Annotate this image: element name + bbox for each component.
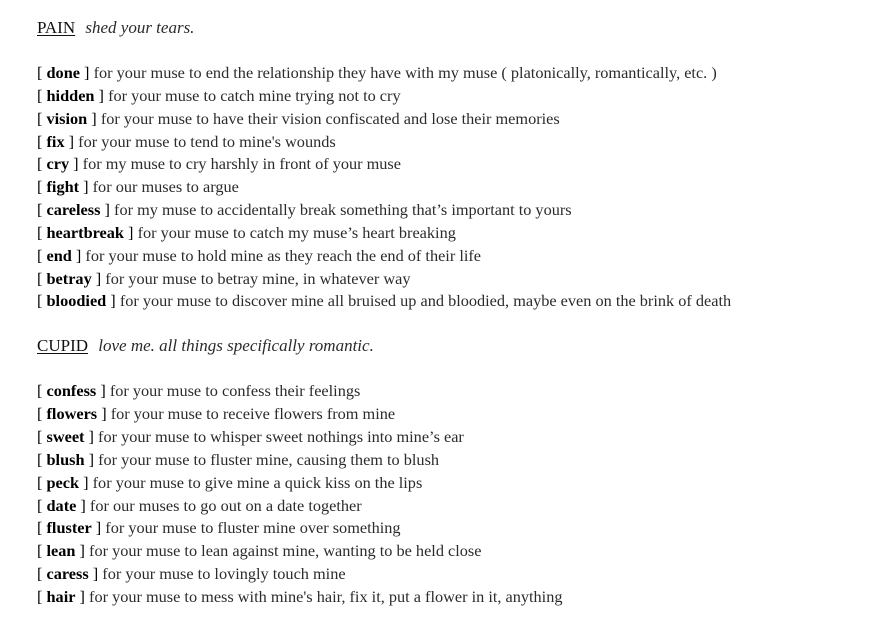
prompt-tag-word: lean (46, 541, 76, 561)
prompt-item (37, 517, 867, 540)
prompt-text: for your muse to hold mine as they reach the end of their life (85, 245, 482, 265)
prompt-tag: [ date ] (37, 495, 86, 515)
prompt-text: for your muse to confess their feelings (109, 381, 361, 401)
prompt-tag: [ careless ] (37, 200, 110, 220)
prompt-tag-word: hidden (46, 85, 95, 105)
prompt-list (37, 62, 867, 313)
prompt-text: for your muse to catch mine trying not to cry (108, 85, 401, 105)
prompt-text: for your muse to fluster mine over something (105, 518, 401, 538)
section-title: CUPID (37, 336, 89, 356)
prompt-text: for your muse to betray mine, in whatever way (105, 268, 411, 288)
prompt-item (37, 222, 867, 245)
prompt-tag-word: sweet (46, 426, 85, 446)
prompt-tag: [ flowers ] (37, 404, 107, 424)
prompt-tag-word: done (46, 63, 80, 82)
prompt-tag: [ heartbreak ] (37, 222, 134, 242)
prompt-tag: [ peck ] (37, 472, 89, 492)
prompt-tag-word: cry (46, 154, 70, 174)
prompt-tag: [ hair ] (37, 586, 85, 606)
prompt-item (37, 380, 867, 403)
prompt-tag-word: confess (46, 381, 97, 401)
prompt-item (37, 199, 867, 222)
prompt-item (37, 290, 867, 313)
prompt-text: for your muse to receive flowers from mine (110, 404, 396, 424)
spacer (37, 313, 867, 334)
prompt-tag-word: careless (46, 200, 101, 220)
spacer (37, 40, 867, 62)
prompt-tag: [ vision ] (37, 108, 97, 128)
prompt-tag-word: betray (46, 268, 92, 288)
prompt-text: for your muse to catch my muse’s heart breaking (137, 222, 456, 242)
prompt-tag-word: bloodied (46, 291, 107, 311)
prompt-item (37, 563, 867, 586)
prompt-tag: [ lean ] (37, 541, 85, 561)
section-heading (37, 334, 867, 358)
prompt-item (37, 85, 867, 108)
prompt-tag: [ fight ] (37, 177, 89, 197)
prompt-tag: [ sweet ] (37, 426, 94, 446)
prompt-text: for our muses to go out on a date together (89, 495, 362, 515)
prompt-item (37, 449, 867, 472)
prompt-tag: [ cry ] (37, 154, 79, 174)
prompt-item (37, 586, 867, 609)
prompt-text: for your muse to give mine a quick kiss on the lips (92, 472, 423, 492)
prompt-text: for your muse to whisper sweet nothings into mine’s ear (98, 426, 464, 446)
prompt-text: for your muse to discover mine all bruised up and bloodied, maybe even on the brink of death (119, 291, 732, 311)
prompt-list (37, 380, 867, 608)
prompt-text: for my muse to cry harshly in front of your muse (82, 154, 401, 174)
prompt-tag: [ confess ] (37, 381, 106, 401)
prompt-tag: [ done ] (37, 63, 90, 82)
prompt-text: for your muse to mess with mine's hair, fix it, put a flower in it, anything (89, 586, 563, 606)
prompt-tag-word: fix (46, 131, 65, 151)
prompt-text: for your muse to lean against mine, wanting to be held close (89, 541, 482, 561)
prompt-tag: [ betray ] (37, 268, 102, 288)
prompt-item (37, 245, 867, 268)
prompt-text: for your muse to tend to mine's wounds (78, 131, 336, 151)
prompt-tag-word: hair (46, 586, 76, 606)
prompt-tag-word: peck (46, 472, 80, 492)
prompt-text: for your muse to fluster mine, causing them to blush (98, 449, 440, 469)
section-subtitle: shed your tears. (85, 18, 195, 37)
prompt-tag-word: end (46, 245, 72, 265)
prompt-tag: [ fluster ] (37, 518, 102, 538)
prompt-item (37, 472, 867, 495)
prompt-tag-word: fight (46, 177, 80, 197)
prompt-tag-word: heartbreak (46, 222, 124, 242)
section-heading (37, 16, 867, 40)
prompt-item (37, 108, 867, 131)
spacer (37, 358, 867, 380)
prompt-text: for your muse to end the relationship they have with my muse ( platonically, romantically, etc. ) (93, 63, 717, 82)
prompt-tag: [ end ] (37, 245, 82, 265)
prompt-item (37, 268, 867, 291)
section-cupid (37, 334, 867, 608)
prompt-tag: [ bloodied ] (37, 291, 116, 311)
prompt-tag-word: caress (46, 564, 89, 584)
prompt-tag: [ fix ] (37, 131, 75, 151)
prompt-item (37, 176, 867, 199)
prompt-item (37, 540, 867, 563)
prompt-item (37, 62, 867, 85)
section-title: PAIN (37, 18, 76, 37)
prompt-tag-word: vision (46, 108, 88, 128)
prompt-item (37, 153, 867, 176)
prompt-tag-word: fluster (46, 518, 92, 538)
prompt-tag-word: date (46, 495, 77, 515)
prompt-tag: [ hidden ] (37, 85, 104, 105)
prompt-tag-word: flowers (46, 404, 98, 424)
prompt-item (37, 403, 867, 426)
prompt-text: for my muse to accidentally break something that’s important to yours (114, 200, 572, 220)
prompt-tag: [ blush ] (37, 449, 95, 469)
section-subtitle: love me. all things specifically romantic. (98, 336, 374, 356)
prompt-text: for our muses to argue (92, 177, 239, 197)
prompt-tag-word: blush (46, 449, 85, 469)
prompt-item (37, 426, 867, 449)
prompt-text: for your muse to lovingly touch mine (102, 564, 346, 584)
prompt-text: for your muse to have their vision confiscated and lose their memories (100, 108, 560, 128)
document-body (37, 16, 867, 609)
prompt-item (37, 495, 867, 518)
section-pain (37, 16, 867, 313)
prompt-item (37, 131, 867, 154)
prompt-tag: [ caress ] (37, 564, 99, 584)
